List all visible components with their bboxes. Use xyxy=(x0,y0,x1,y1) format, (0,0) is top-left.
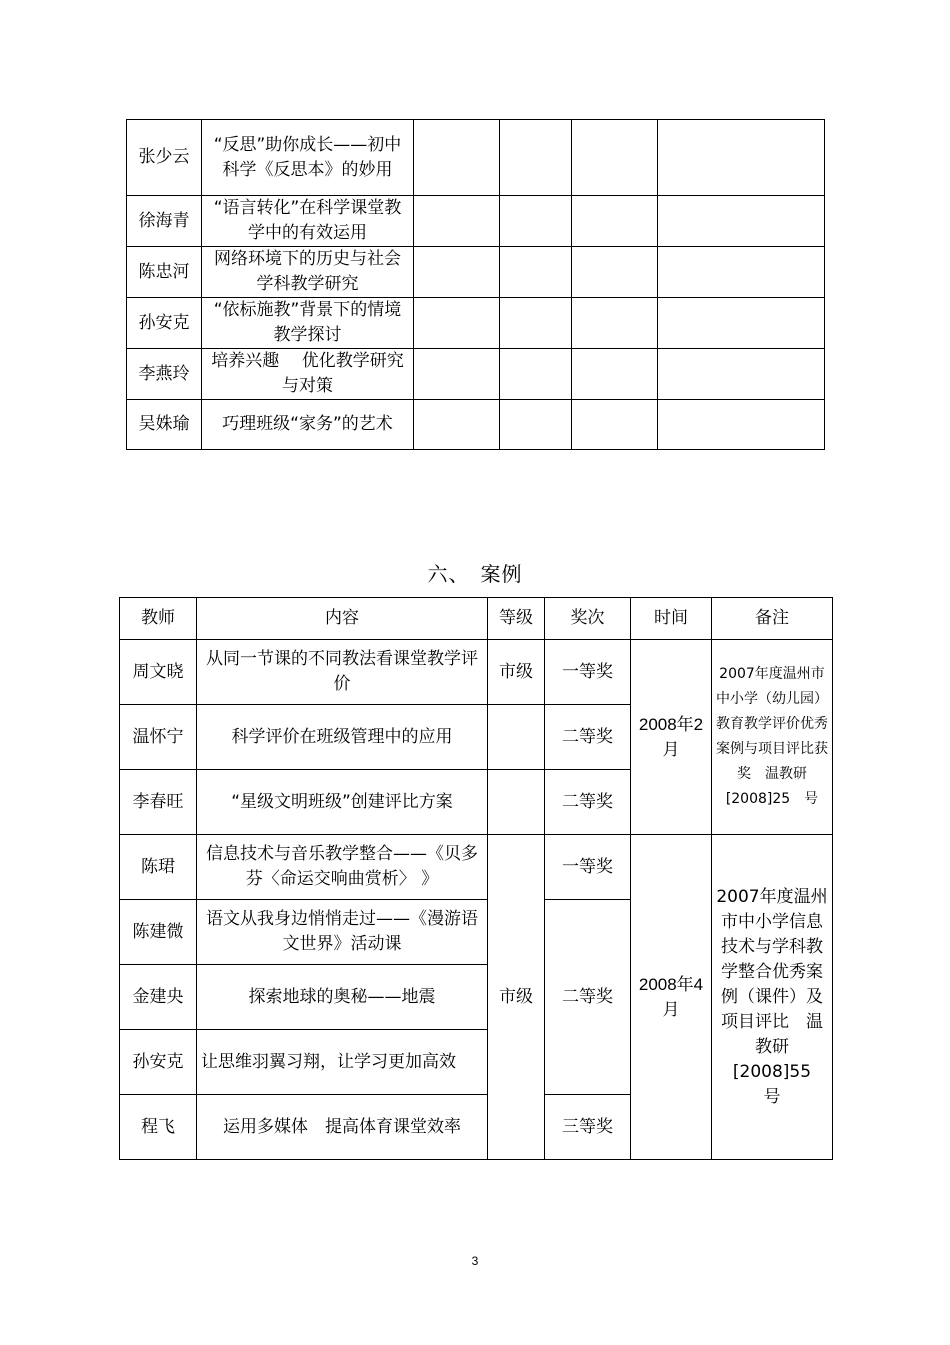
empty-cell xyxy=(500,196,572,247)
author-name: 吴姝瑜 xyxy=(127,400,202,450)
award-cell: 一等奖 xyxy=(545,640,631,705)
teacher-name: 金建央 xyxy=(120,965,197,1030)
empty-cell xyxy=(658,298,825,349)
teacher-name: 李春旺 xyxy=(120,770,197,835)
table-row xyxy=(127,298,825,349)
empty-cell xyxy=(500,120,572,196)
empty-cell xyxy=(658,247,825,298)
level-cell: 市级 xyxy=(488,835,545,1160)
header-teacher: 教师 xyxy=(120,598,197,640)
empty-cell xyxy=(488,770,545,835)
author-name: 李燕玲 xyxy=(127,349,202,400)
case-content: 从同一节课的不同教法看课堂教学评价 xyxy=(197,640,488,705)
table-header-row xyxy=(120,598,833,640)
empty-cell xyxy=(572,247,658,298)
paper-title: “语言转化”在科学课堂教学中的有效运用 xyxy=(202,196,414,247)
paper-title: 培养兴趣 优化教学研究与对策 xyxy=(202,349,414,400)
paper-title: “依标施教”背景下的情境教学探讨 xyxy=(202,298,414,349)
teacher-name: 陈建微 xyxy=(120,900,197,965)
table-row xyxy=(127,349,825,400)
teacher-name: 温怀宁 xyxy=(120,705,197,770)
author-name: 张少云 xyxy=(127,120,202,196)
empty-cell xyxy=(572,400,658,450)
paper-title: 网络环境下的历史与社会学科教学研究 xyxy=(202,247,414,298)
empty-cell xyxy=(488,705,545,770)
empty-cell xyxy=(414,349,500,400)
page-number: 3 xyxy=(471,1254,479,1268)
header-award: 奖次 xyxy=(545,598,631,640)
table-row xyxy=(127,120,825,196)
empty-cell xyxy=(572,298,658,349)
empty-cell xyxy=(500,349,572,400)
empty-cell xyxy=(500,400,572,450)
time-cell: 2008年2月 xyxy=(631,640,712,835)
author-name: 徐海青 xyxy=(127,196,202,247)
header-content: 内容 xyxy=(197,598,488,640)
case-content: “星级文明班级”创建评比方案 xyxy=(197,770,488,835)
award-cell: 三等奖 xyxy=(545,1095,631,1160)
teacher-name: 程飞 xyxy=(120,1095,197,1160)
award-cell: 二等奖 xyxy=(545,900,631,1095)
header-note: 备注 xyxy=(712,598,833,640)
table-row xyxy=(120,640,833,705)
case-content: 语文从我身边悄悄走过——《漫游语文世界》活动课 xyxy=(197,900,488,965)
empty-cell xyxy=(500,298,572,349)
empty-cell xyxy=(572,120,658,196)
case-content: 探索地球的奥秘——地震 xyxy=(197,965,488,1030)
note-cell: 2007年度温州市中小学（幼儿园）教育教学评价优秀案例与项目评比获奖 温教研[2008]25 号 xyxy=(712,640,833,835)
case-content: 运用多媒体 提高体育课堂效率 xyxy=(197,1095,488,1160)
case-content: 科学评价在班级管理中的应用 xyxy=(197,705,488,770)
table-row xyxy=(127,400,825,450)
author-name: 陈忠河 xyxy=(127,247,202,298)
empty-cell xyxy=(414,196,500,247)
case-content: 信息技术与音乐教学整合——《贝多芬〈命运交响曲赏析〉 》 xyxy=(197,835,488,900)
paper-title: “反思”助你成长——初中科学《反思本》的妙用 xyxy=(202,120,414,196)
level-cell: 市级 xyxy=(488,640,545,705)
empty-cell xyxy=(572,196,658,247)
teacher-name: 陈珺 xyxy=(120,835,197,900)
cases-table xyxy=(119,597,833,1160)
empty-cell xyxy=(414,400,500,450)
teacher-name: 孙安克 xyxy=(120,1030,197,1095)
empty-cell xyxy=(572,349,658,400)
papers-table-continued xyxy=(126,119,825,450)
award-cell: 一等奖 xyxy=(545,835,631,900)
table-row xyxy=(127,247,825,298)
header-level: 等级 xyxy=(488,598,545,640)
award-cell: 二等奖 xyxy=(545,705,631,770)
table-row xyxy=(127,196,825,247)
author-name: 孙安克 xyxy=(127,298,202,349)
time-cell: 2008年4月 xyxy=(631,835,712,1160)
teacher-name: 周文晓 xyxy=(120,640,197,705)
case-content: 让思维羽翼习翔，让学习更加高效 xyxy=(197,1030,488,1095)
empty-cell xyxy=(414,247,500,298)
table-row xyxy=(120,835,833,900)
section-title: 六、 案例 xyxy=(427,562,523,586)
header-time: 时间 xyxy=(631,598,712,640)
empty-cell xyxy=(658,400,825,450)
note-cell: 2007年度温州市中小学信息技术与学科教学整合优秀案例（课件）及项目评比 温教研[2008]55 号 xyxy=(712,835,833,1160)
award-cell: 二等奖 xyxy=(545,770,631,835)
empty-cell xyxy=(414,298,500,349)
empty-cell xyxy=(414,120,500,196)
empty-cell xyxy=(658,120,825,196)
empty-cell xyxy=(500,247,572,298)
empty-cell xyxy=(658,349,825,400)
empty-cell xyxy=(658,196,825,247)
paper-title: 巧理班级“家务”的艺术 xyxy=(202,400,414,450)
